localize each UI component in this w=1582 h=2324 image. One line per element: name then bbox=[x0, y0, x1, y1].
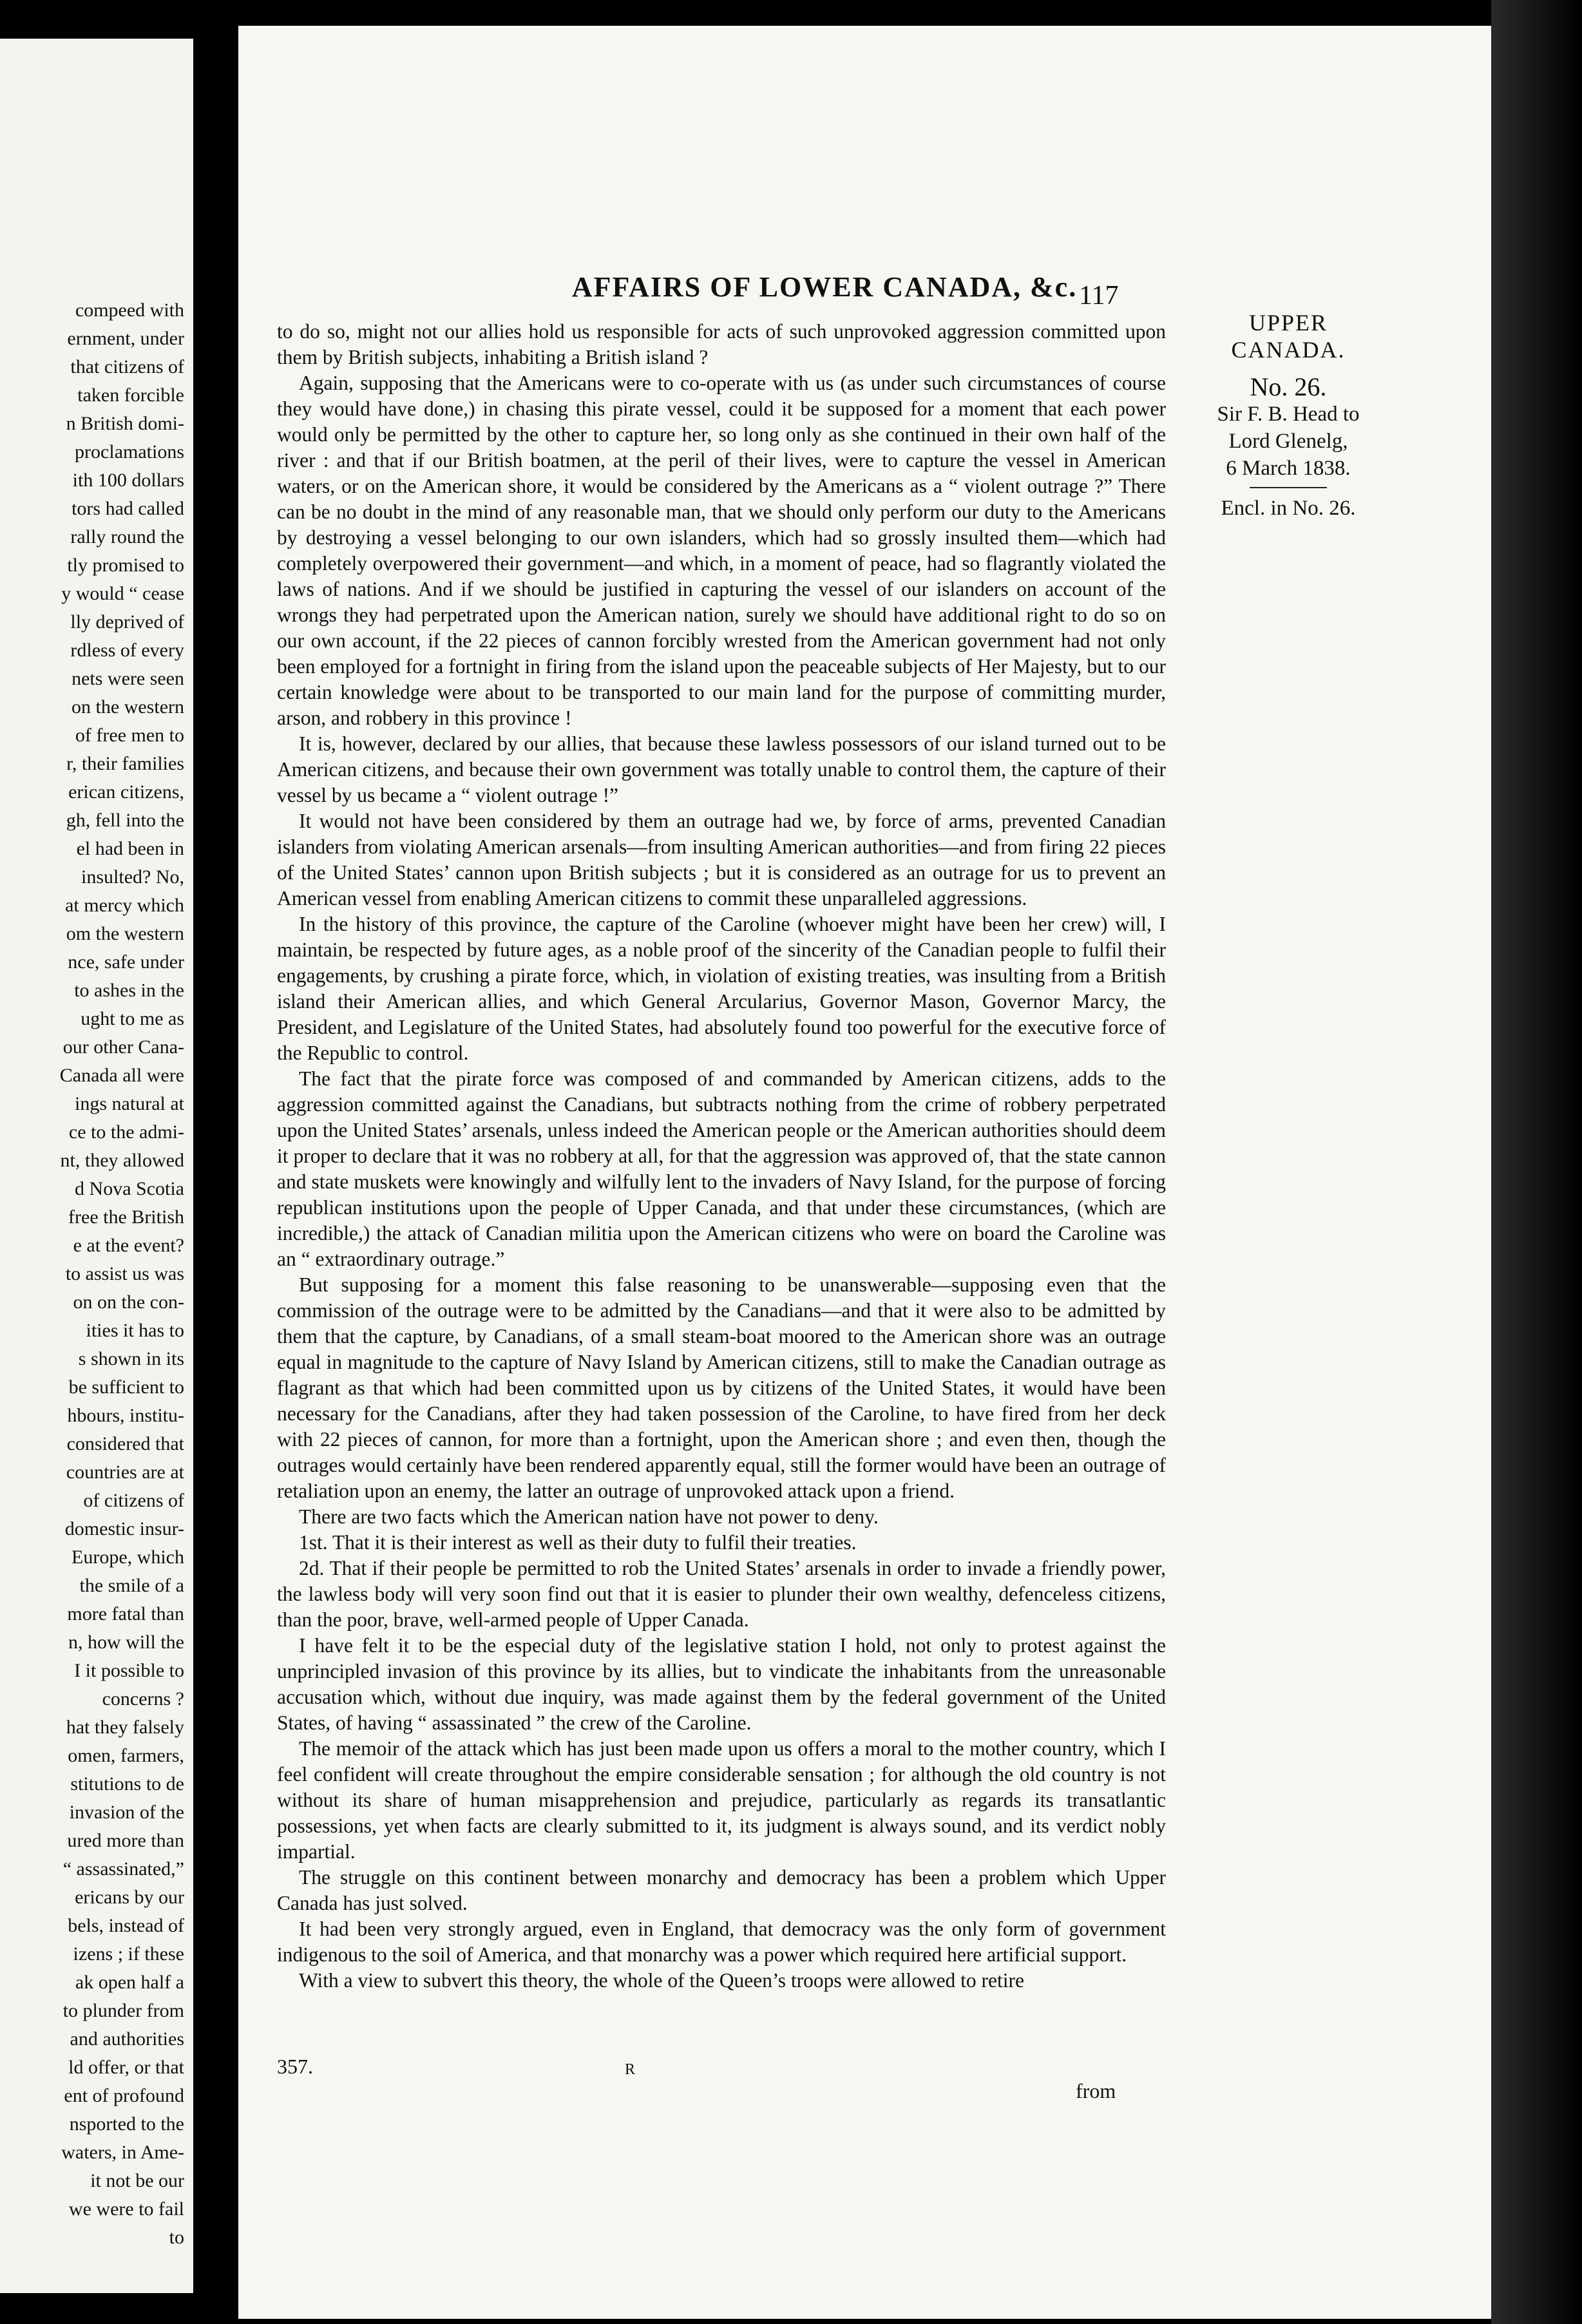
left-page-line: ities it has to bbox=[86, 1320, 184, 1341]
paragraph: I have felt it to be the especial duty of the legislative station I hold, not only to protest against the unprincipled invasion of this province by its allies, but to vindicate the inhabitants from the unreasonable accusation which, without due inquiry, was made against them by the federal government of the United States, of having “ assassinated ” the crew of the Caroline. bbox=[277, 1634, 1166, 1734]
left-page-line: proclamations bbox=[75, 441, 184, 462]
left-page-line: compeed with bbox=[75, 300, 184, 321]
paragraph: It is, however, declared by our allies, that because these lawless possessors of our island turned out to be American citizens, and because their own government was totally unable to control them, the capture of their vessel by us became a “ violent outrage !” bbox=[277, 732, 1166, 806]
margin-date: 6 March 1838. bbox=[1226, 457, 1351, 480]
left-page-line: omen, farmers, bbox=[68, 1745, 184, 1766]
left-page-line: of free men to bbox=[75, 725, 184, 746]
left-page-line: ught to me as bbox=[81, 1008, 184, 1029]
paragraph: But supposing for a moment this false reasoning to be unanswerable—supposing even that the commission of the outrage were to be admitted by the Canadians—and that it were also to be admitted by them that the capture, by Canadians, of a small steam-boat moored to the American shore was an outrage equal in magnitude to the capture of Navy Island by American citizens, still to make the Canadian outrage as flagrant as that which had been committed upon us by citizens of the United States, it would have been necessary for the Canadians, after they had taken possession of the Caroline, to have fired from her deck with 22 pieces of cannon, for more than a fortnight, upon the American shore ; and even then, though the outrages would certainly have been rendered apparently equal, still the former would have been an outrage of retaliation upon an enemy, the latter an outrage of unprovoked attack upon a friend. bbox=[277, 1273, 1166, 1502]
left-page-line: s shown in its bbox=[78, 1348, 184, 1369]
left-page-line: countries are at bbox=[66, 1462, 184, 1483]
left-page-line: izens ; if these bbox=[73, 1943, 184, 1965]
left-page-line: erican citizens, bbox=[68, 781, 184, 803]
paragraph: With a view to subvert this theory, the whole of the Queen’s troops were allowed to retire bbox=[299, 1969, 1025, 1992]
left-page-line: ericans by our bbox=[75, 1887, 184, 1908]
page-number: 117 bbox=[1079, 281, 1119, 310]
left-page-line: insulted? No, bbox=[81, 866, 184, 888]
left-page-line: rally round the bbox=[70, 526, 184, 548]
left-page-line: of citizens of bbox=[83, 1490, 184, 1511]
paragraph: There are two facts which the American nation have not power to deny. bbox=[299, 1505, 879, 1528]
left-page-line: r, their families bbox=[66, 753, 184, 774]
left-page-line: gh, fell into the bbox=[66, 810, 184, 831]
left-page-line: to plunder from bbox=[62, 2000, 184, 2021]
body-text bbox=[277, 319, 1166, 1994]
paragraph: It had been very strongly argued, even in England, that democracy was the only form of government indigenous to the soil of America, and that monarchy was a power which required here artificial support. bbox=[277, 1918, 1166, 1966]
left-page-line: bels, instead of bbox=[68, 1915, 184, 1936]
left-page-line: free the British bbox=[68, 1206, 184, 1228]
catchword: from bbox=[1076, 2079, 1116, 2102]
left-page-line: n British domi- bbox=[66, 413, 184, 434]
left-page-line: d Nova Scotia bbox=[75, 1178, 184, 1199]
paragraph: The fact that the pirate force was composed of and commanded by American citizens, adds to the aggression committed against the Canadians, but subtracts nothing from the crime of robbery perpetrated upon the United States’ arsenals, unless indeed the American people or the American authorities should deem it proper to declare that it was no robbery at all, for that the aggression was approved of, that the state cannon and state muskets were knowingly and wilfully lent to the invaders of Navy Island, for the purpose of forcing republican institutions upon the people of Upper Canada, and that under these circumstances, (which are incredible,) the attack of Canadian militia upon the American citizens who were on board the Caroline was an “ extraordinary outrage.” bbox=[277, 1067, 1166, 1270]
left-page-line: to bbox=[169, 2227, 184, 2248]
left-page-line: and authorities bbox=[70, 2028, 184, 2050]
left-page-line: el had been in bbox=[76, 838, 184, 859]
left-page-line: waters, in Ame- bbox=[61, 2142, 184, 2163]
margin-rule bbox=[1250, 487, 1327, 488]
left-page-text bbox=[0, 296, 184, 2252]
signature-number: 357. bbox=[277, 2055, 313, 2078]
left-page-line: nets were seen bbox=[71, 668, 184, 689]
left-page-line: taken forcible bbox=[77, 385, 184, 406]
left-page-line: tly promised to bbox=[67, 555, 184, 576]
left-page-line: on on the con- bbox=[73, 1291, 184, 1313]
left-page-line: to ashes in the bbox=[74, 980, 184, 1001]
left-page-line: ith 100 dollars bbox=[72, 470, 184, 491]
left-page-line: it not be our bbox=[90, 2170, 184, 2191]
left-page-line: “ assassinated,” bbox=[62, 1858, 184, 1880]
left-page-line: stitutions to de bbox=[70, 1773, 184, 1795]
paragraph: to do so, might not our allies hold us responsible for acts of such unprovoked aggression committed upon them by British subjects, inhabiting a British island ? bbox=[277, 320, 1166, 368]
margin-section-line2: CANADA. bbox=[1231, 337, 1346, 363]
left-page-line: that citizens of bbox=[70, 356, 184, 377]
left-page-line: n, how will the bbox=[68, 1632, 184, 1653]
page-edge-shadow bbox=[1491, 0, 1582, 2324]
left-page-line: at mercy which bbox=[65, 895, 184, 916]
left-page-line: concerns ? bbox=[102, 1688, 184, 1710]
margin-section-line1: UPPER bbox=[1248, 310, 1328, 336]
left-page-line: ce to the admi- bbox=[68, 1121, 184, 1143]
left-page-line: domestic insur- bbox=[64, 1518, 184, 1539]
margin-document-number: No. 26. bbox=[1250, 372, 1327, 401]
paragraph: 1st. That it is their interest as well as their duty to fulfil their treaties. bbox=[299, 1531, 857, 1554]
left-page-line: nsported to the bbox=[69, 2113, 184, 2135]
running-head: AFFAIRS OF LOWER CANADA, &c. bbox=[571, 271, 1078, 303]
left-page-fragment bbox=[0, 39, 193, 2293]
left-page-line: ings natural at bbox=[75, 1093, 184, 1114]
left-page-line: hat they falsely bbox=[66, 1717, 184, 1738]
left-page-line: considered that bbox=[66, 1433, 184, 1454]
gathering-mark: R bbox=[625, 2061, 636, 2078]
left-page-line: ld offer, or that bbox=[68, 2057, 184, 2078]
paragraph: Again, supposing that the Americans were to co-operate with us (as under such circumstances of course they would have done,) in chasing this pirate vessel, could it be supposed for a moment that each power would only be permitted by the other to capture her, so long only as she continued in their own half of the river : and that if our British boatmen, at the peril of their lives, were to capture the vessel in American waters, or on the American shore, it would be considered by the Americans as a “ violent outrage ?” There can be no doubt in the mind of any reasonable man, that we should only perform our duty to the Americans by destroying a vessel belonging to our own islanders, which had so grossly insulted them—which had completely overpowered their government—and which, in a moment of peace, had so flagrantly violated the laws of nations. And if we should be justified in capturing the vessel of our islanders on account of the wrongs they had perpetrated upon the American nation, surely we should have additional right to do so on our own account, if the 22 pieces of cannon forcibly wrested from the American government had not only been employed for a fortnight in firing from the island upon the peaceable subjects of Her Majesty, but to our certain knowledge were about to be transported to our main land for the purpose of committing murder, arson, and robbery in this province ! bbox=[277, 372, 1166, 729]
left-page-line: nce, safe under bbox=[68, 951, 184, 973]
left-page-line: we were to fail bbox=[68, 2198, 184, 2220]
left-page-line: more fatal than bbox=[67, 1603, 184, 1624]
main-page bbox=[238, 26, 1491, 2319]
left-page-line: hbours, institu- bbox=[67, 1405, 184, 1426]
margin-from: Sir F. B. Head to bbox=[1217, 403, 1360, 426]
left-page-line: nt, they allowed bbox=[60, 1150, 184, 1171]
margin-note bbox=[1185, 309, 1391, 522]
left-page-line: Europe, which bbox=[71, 1547, 184, 1568]
left-page-line: invasion of the bbox=[69, 1802, 184, 1823]
left-page-line: lly deprived of bbox=[70, 611, 184, 633]
left-page-line: to assist us was bbox=[65, 1263, 184, 1284]
left-page-line: y would “ cease bbox=[61, 583, 184, 604]
margin-to: Lord Glenelg, bbox=[1228, 430, 1348, 453]
left-page-line: Canada all were bbox=[59, 1065, 184, 1086]
paragraph: In the history of this province, the capture of the Caroline (whoever might have been her crew) will, I maintain, be respected by future ages, as a noble proof of the sincerity of the Canadian people to fulfil their engagements, by crushing a pirate force, which, in violation of existing treaties, was insulting from a British island their American allies, and which General Arcularius, Governor Mason, Governor Marcy, the President, and Legislature of the United States, had absolutely found too powerful for the executive force of the Republic to control. bbox=[277, 913, 1166, 1064]
left-page-line: e at the event? bbox=[73, 1235, 184, 1256]
left-page-line: ent of profound bbox=[64, 2085, 184, 2106]
paragraph: It would not have been considered by them an outrage had we, by force of arms, prevented Canadian islanders from violating American arsenals—from insulting American authorities—and from firing 22 pieces of the United States’ cannon upon British subjects ; but it is considered as an outrage for us to prevent an American vessel from enabling American citizens to commit these unparalleled aggressions. bbox=[277, 810, 1166, 910]
left-page-line: tors had called bbox=[71, 498, 184, 519]
margin-enclosure: Encl. in No. 26. bbox=[1221, 497, 1356, 520]
left-page-line: ured more than bbox=[67, 1830, 184, 1851]
left-page-line: the smile of a bbox=[79, 1575, 184, 1596]
left-page-line: I it possible to bbox=[74, 1660, 184, 1681]
paragraph: The memoir of the attack which has just been made upon us offers a moral to the mother country, which I feel confident will create throughout the empire considerable sensation ; for although the old country is not without its share of human misapprehension and prejudice, particularly as regards its transatlantic possessions, yet when facts are clearly submitted to it, its judgment is always sound, and its verdict nobly impartial. bbox=[277, 1737, 1166, 1863]
left-page-line: ak open half a bbox=[75, 1972, 184, 1993]
paragraph: The struggle on this continent between monarchy and democracy has been a problem which Upper Canada has just solved. bbox=[277, 1866, 1166, 1914]
left-page-line: om the western bbox=[66, 923, 184, 944]
left-page-line: ernment, under bbox=[67, 328, 184, 349]
left-page-line: on the western bbox=[71, 696, 184, 718]
left-page-line: our other Cana- bbox=[62, 1036, 184, 1058]
left-page-line: be sufficient to bbox=[68, 1376, 184, 1398]
left-page-line: rdless of every bbox=[70, 640, 184, 661]
paragraph: 2d. That if their people be permitted to rob the United States’ arsenals in order to invade a friendly power, the lawless body will very soon find out that it is easier to plunder their own wealthy, defenceless citizens, than the poor, brave, well-armed people of Upper Canada. bbox=[277, 1557, 1166, 1631]
